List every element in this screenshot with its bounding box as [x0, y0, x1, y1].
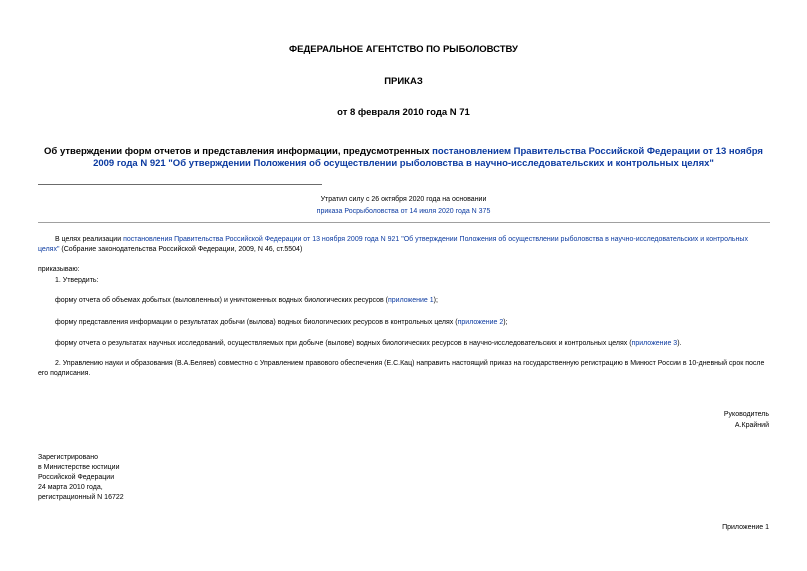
form-item-text: форму отчета об объемах добытых (выловленных) и уничтоженных водных биологических ресурсов (	[55, 297, 388, 304]
appendix-label: Приложение 1	[722, 524, 769, 531]
registration-line: регистрационный N 16722	[38, 494, 124, 501]
status-line: Утратил силу с 26 октября 2020 года на основании	[320, 196, 487, 203]
preamble-prefix: В целях реализации	[55, 236, 124, 243]
title-link[interactable]: постановлением Правительства Российской Федерации от 13 ноября 2009 года N 921 "Об утверждении Положения об осуществлении рыболовства в научно-исследовательских и контрольных целях"	[93, 146, 763, 169]
order-word: приказываю:	[38, 266, 80, 273]
signature-role: Руководитель	[723, 411, 769, 418]
registration-line: в Министерстве юстиции	[38, 464, 120, 471]
form-item-text: форму представления информации о результатах добычи (вылова) водных биологических ресурсов в контрольных целях (	[55, 319, 458, 326]
form-item-end: );	[503, 319, 508, 326]
form-item-end: ).	[677, 340, 682, 347]
document-date: от 8 февраля 2010 года N 71	[337, 107, 470, 118]
form-item-end: );	[433, 297, 438, 304]
preamble-link[interactable]: постановления Правительства Российской Федерации от 13 ноября 2009 года N 921 "Об утверждении Положения об осуществлении рыболовства в научно-исследовательских и контрольных целях"	[38, 236, 748, 253]
agency-name: ФЕДЕРАЛЬНОЕ АГЕНТСТВО ПО РЫБОЛОВСТВУ	[289, 44, 518, 55]
item-1: 1. Утвердить:	[55, 277, 99, 284]
form-item-text: форму отчета о результатах научных исследований, осуществляемых при добыче (вылове) водных биологических ресурсов в научно-исследовательских и контрольных целях (	[55, 340, 632, 347]
status-link[interactable]: приказа Росрыболовства от 14 июля 2020 года N 375	[316, 208, 491, 215]
title-prefix: Об утверждении форм отчетов и представления информации, предусмотренных	[44, 146, 433, 157]
document-title	[36, 146, 771, 170]
appendix-2-link[interactable]: приложение 2	[457, 319, 504, 326]
form-item	[55, 339, 770, 349]
status-divider	[38, 222, 770, 223]
registration-line: Зарегистрировано	[38, 454, 98, 461]
signature-name: А.Крайний	[734, 422, 769, 429]
appendix-3-link[interactable]: приложение 3	[631, 340, 678, 347]
item-2: 2. Управлению науки и образования (В.А.Беляев) совместно с Управлением правового обеспечения (Е.С.Кац) направить настоящий приказ на государственную регистрацию в Минюст России в 10-дневный срок после его подписания.	[38, 360, 765, 377]
registration-line: 24 марта 2010 года,	[38, 484, 103, 491]
document-type: ПРИКАЗ	[384, 76, 423, 87]
form-item	[55, 296, 770, 306]
form-item	[55, 318, 770, 328]
appendix-1-link[interactable]: приложение 1	[387, 297, 434, 304]
title-divider	[38, 184, 322, 185]
preamble-suffix: (Собрание законодательства Российской Федерации, 2009, N 46, ст.5504)	[59, 246, 303, 253]
preamble	[38, 235, 770, 255]
registration-line: Российской Федерации	[38, 474, 115, 481]
